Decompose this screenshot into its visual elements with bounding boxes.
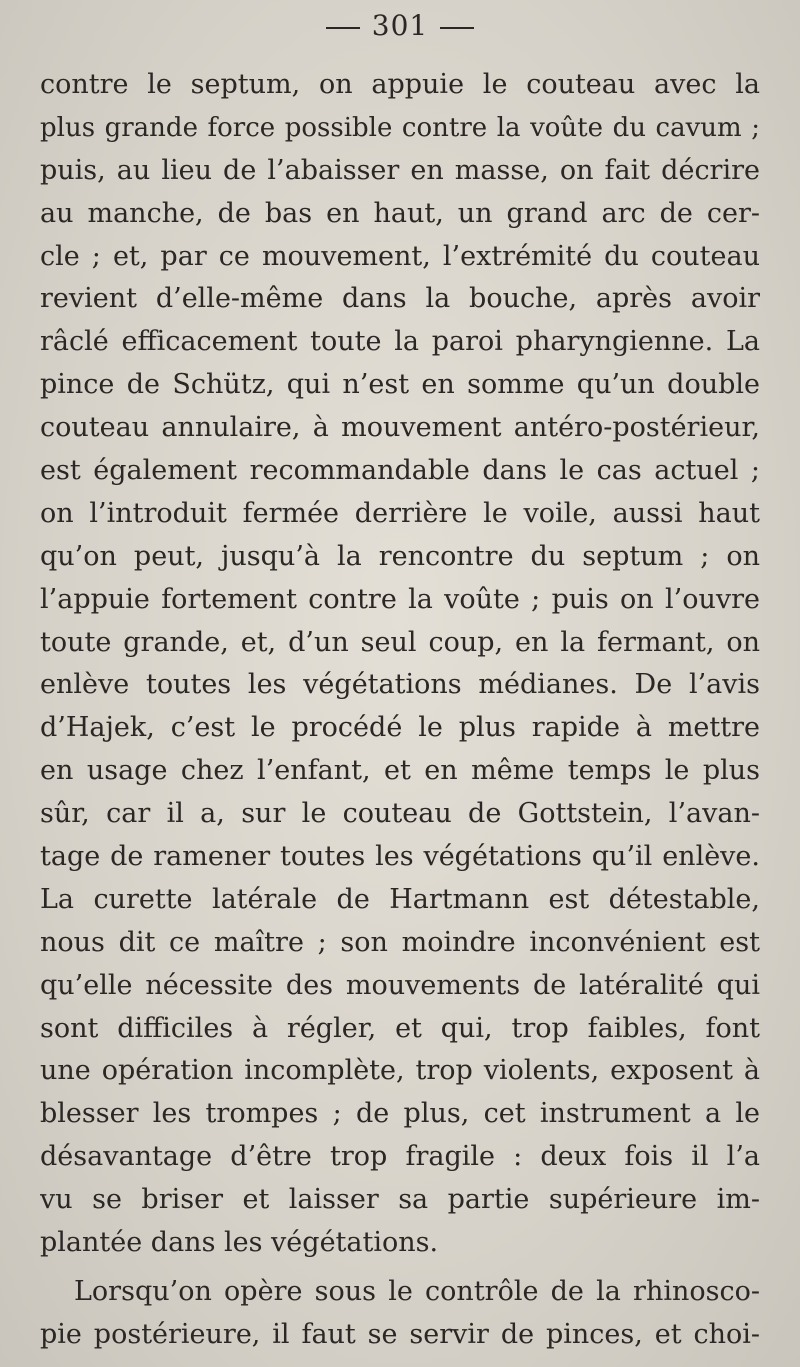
left-dash (326, 27, 360, 29)
text-line: enlève toutes les végétations médianes. De l’avis (40, 669, 760, 701)
text-line: est également recommandable dans le cas actuel ; (40, 455, 760, 487)
text-line: qu’on peut, jusqu’à la rencontre du septum ; on (40, 540, 760, 572)
text-line: au manche, de bas en haut, un grand arc de cer- (40, 197, 760, 229)
text-line: toute grande, et, d’un seul coup, en la fermant, on (40, 626, 760, 658)
text-line: râclé efficacement toute la paroi pharyngienne. La (40, 326, 760, 358)
paragraph-2 (40, 1271, 760, 1357)
text-line: pince de Schütz, qui n’est en somme qu’un double (40, 369, 760, 401)
text-line: plus grande force possible contre la voûte du cavum ; (40, 112, 760, 143)
text-line: pie postérieure, il faut se servir de pinces, et choi- (40, 1318, 760, 1350)
text-line: d’Hajek, c’est le procédé le plus rapide à mettre (40, 712, 760, 744)
text-line-indented: Lorsqu’on opère sous le contrôle de la rhinosco- (74, 1275, 760, 1307)
text-line: tage de ramener toutes les végétations qu’il enlève. (40, 841, 760, 873)
text-line: cle ; et, par ce mouvement, l’extrémité du couteau (40, 240, 760, 272)
text-line: couteau annulaire, à mouvement antéro-postérieur, (40, 412, 760, 444)
text-line: contre le septum, on appuie le couteau avec la (40, 69, 760, 100)
text-line: une opération incomplète, trop violents, exposent à (40, 1055, 760, 1087)
text-line: l’appuie fortement contre la voûte ; puis on l’ouvre (40, 583, 760, 615)
text-line: La curette latérale de Hartmann est détestable, (40, 883, 760, 915)
text-line: désavantage d’être trop fragile : deux fois il l’a (40, 1141, 760, 1173)
text-line: on l’introduit fermée derrière le voile, aussi haut (40, 497, 760, 529)
text-line: revient d’elle-même dans la bouche, après avoir (40, 283, 760, 315)
text-line: en usage chez l’enfant, et en même temps le plus (40, 755, 760, 787)
page-number-header (0, 10, 800, 42)
text-line: vu se briser et laisser sa partie supérieure im- (40, 1184, 760, 1216)
body-text (40, 64, 760, 1357)
text-line: sont difficiles à régler, et qui, trop faibles, font (40, 1012, 760, 1044)
text-line: qu’elle nécessite des mouvements de latéralité qui (40, 969, 760, 1001)
text-line: blesser les trompes ; de plus, cet instrument a le (40, 1098, 760, 1130)
text-line: puis, au lieu de l’abaisser en masse, on fait décrire (40, 154, 760, 186)
text-line: nous dit ce maître ; son moindre inconvénient est (40, 926, 760, 958)
text-line: sûr, car il a, sur le couteau de Gottstein, l’avan- (40, 798, 760, 830)
text-line-last: plantée dans les végétations. (40, 1227, 439, 1259)
right-dash (440, 27, 474, 29)
page-number: 301 (371, 9, 429, 42)
paragraph-1 (40, 64, 760, 1265)
